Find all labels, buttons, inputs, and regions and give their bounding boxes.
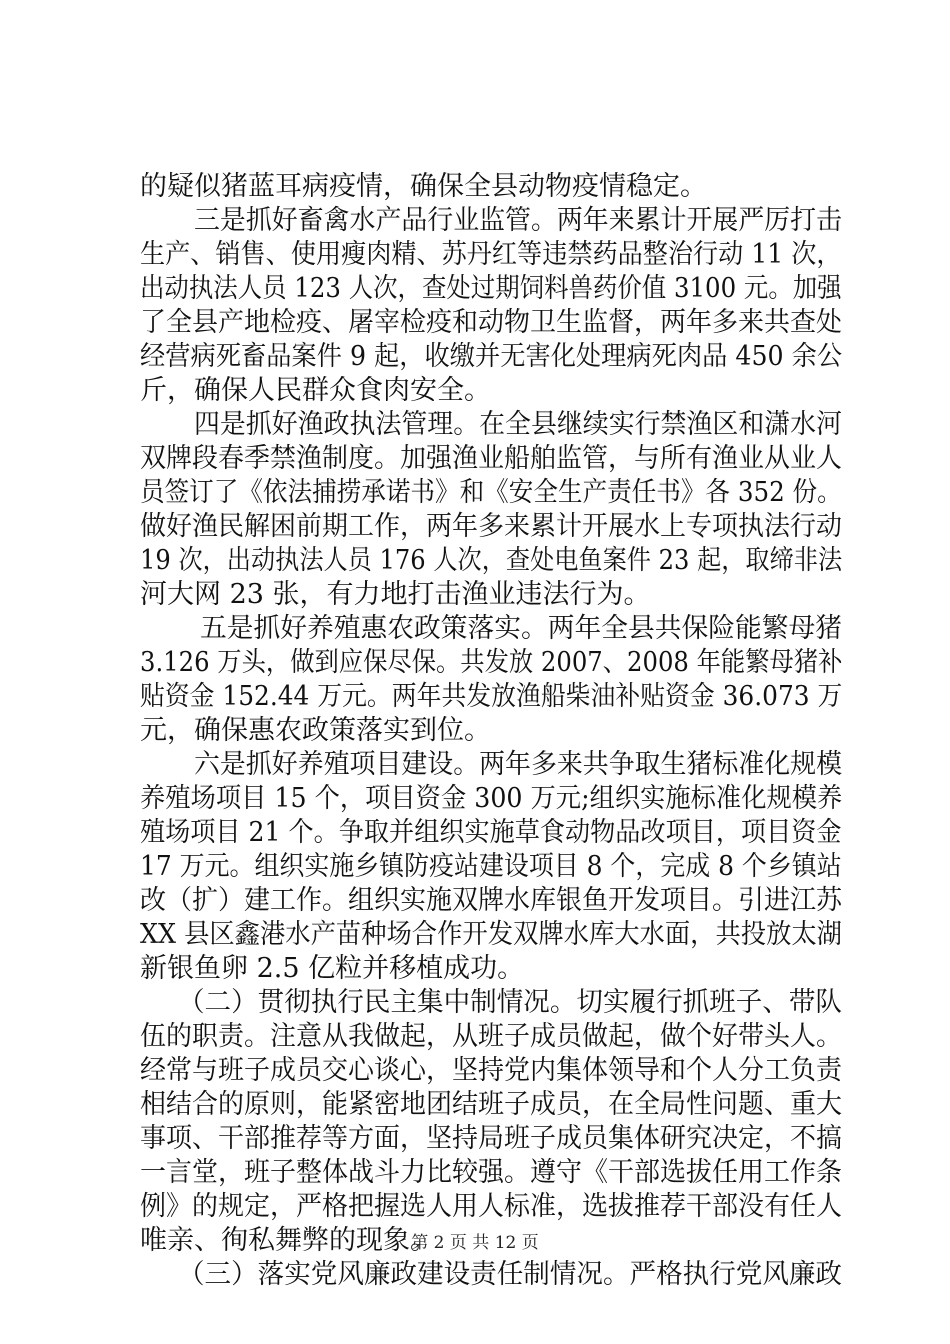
text-line: 3.126 万头，做到应保尽保。共发放 2007、2008 年能繁母猪补	[140, 647, 843, 678]
text-line: （二）贯彻执行民主集中制情况。切实履行抓班子、带队	[178, 987, 842, 1018]
text-line: 的疑似猪蓝耳病疫情，确保全县动物疫情稳定。	[140, 171, 707, 202]
text-line: 一言堂，班子整体战斗力比较强。遵守《干部选拔任用工作条	[140, 1157, 843, 1188]
text-line: 斤，确保人民群众食肉安全。	[140, 375, 491, 406]
text-line: 17 万元。组织实施乡镇防疫站建设项目 8 个，完成 8 个乡镇站	[140, 851, 842, 882]
text-line: 生产、销售、使用瘦肉精、苏丹红等违禁药品整治行动 11 次，	[140, 239, 842, 270]
text-line: 养殖场项目 15 个，项目资金 300 万元;组织实施标准化规模养	[140, 783, 843, 814]
text-line: 殖场项目 21 个。争取并组织实施草食动物品改项目，项目资金	[140, 817, 842, 848]
text-line: 做好渔民解困前期工作，两年多来累计开展水上专项执法行动	[140, 511, 843, 542]
text-line: XX 县区鑫港水产苗种场合作开发双牌水库大水面，共投放太湖	[140, 919, 842, 950]
text-line: 出动执法人员 123 人次，查处过期饲料兽药价值 3100 元。加强	[140, 273, 842, 304]
text-line: 了全县产地检疫、屠宰检疫和动物卫生监督，两年多来共查处	[140, 307, 843, 338]
text-line: 元，确保惠农政策落实到位。	[140, 715, 491, 746]
text-line: 例》的规定，严格把握选人用人标准，选拔推荐干部没有任人	[140, 1191, 843, 1222]
text-line: 伍的职责。注意从我做起，从班子成员做起，做个好带头人。	[140, 1021, 843, 1052]
text-line: 唯亲、徇私舞弊的现象。	[140, 1225, 437, 1256]
text-line: 五是抓好养殖惠农政策落实。两年全县共保险能繁母猪	[200, 613, 842, 644]
text-line: 事项、干部推荐等方面，坚持局班子成员集体研究决定，不搞	[140, 1123, 843, 1154]
text-line: 新银鱼卵 2.5 亿粒并移植成功。	[140, 953, 525, 984]
text-line: 经常与班子成员交心谈心，坚持党内集体领导和个人分工负责	[140, 1055, 843, 1086]
text-line: 河大网 23 张，有力地打击渔业违法行为。	[140, 579, 651, 610]
text-line: 三是抓好畜禽水产品行业监管。两年来累计开展严厉打击	[194, 205, 842, 236]
text-line: 相结合的原则，能紧密地团结班子成员，在全局性问题、重大	[140, 1089, 843, 1120]
text-line: 改（扩）建工作。组织实施双牌水库银鱼开发项目。引进江苏	[140, 885, 843, 916]
text-line: 贴资金 152.44 万元。两年共发放渔船柴油补贴资金 36.073 万	[140, 681, 843, 712]
page-number-footer: 第 2 页 共 12 页	[411, 1233, 539, 1253]
text-line: 员签订了《依法捕捞承诺书》和《安全生产责任书》各 352 份。	[140, 477, 842, 508]
text-line: 四是抓好渔政执法管理。在全县继续实行禁渔区和潇水河	[194, 409, 842, 440]
text-line: （三）落实党风廉政建设责任制情况。严格执行党风廉政	[178, 1259, 842, 1290]
text-line: 六是抓好养殖项目建设。两年多来共争取生猪标准化规模	[194, 749, 842, 780]
text-line: 19 次，出动执法人员 176 人次，查处电鱼案件 23 起，取缔非法	[140, 545, 843, 576]
text-line: 双牌段春季禁渔制度。加强渔业船舶监管，与所有渔业从业人	[140, 443, 843, 474]
text-line: 经营病死畜品案件 9 起，收缴并无害化处理病死肉品 450 余公	[140, 341, 843, 372]
